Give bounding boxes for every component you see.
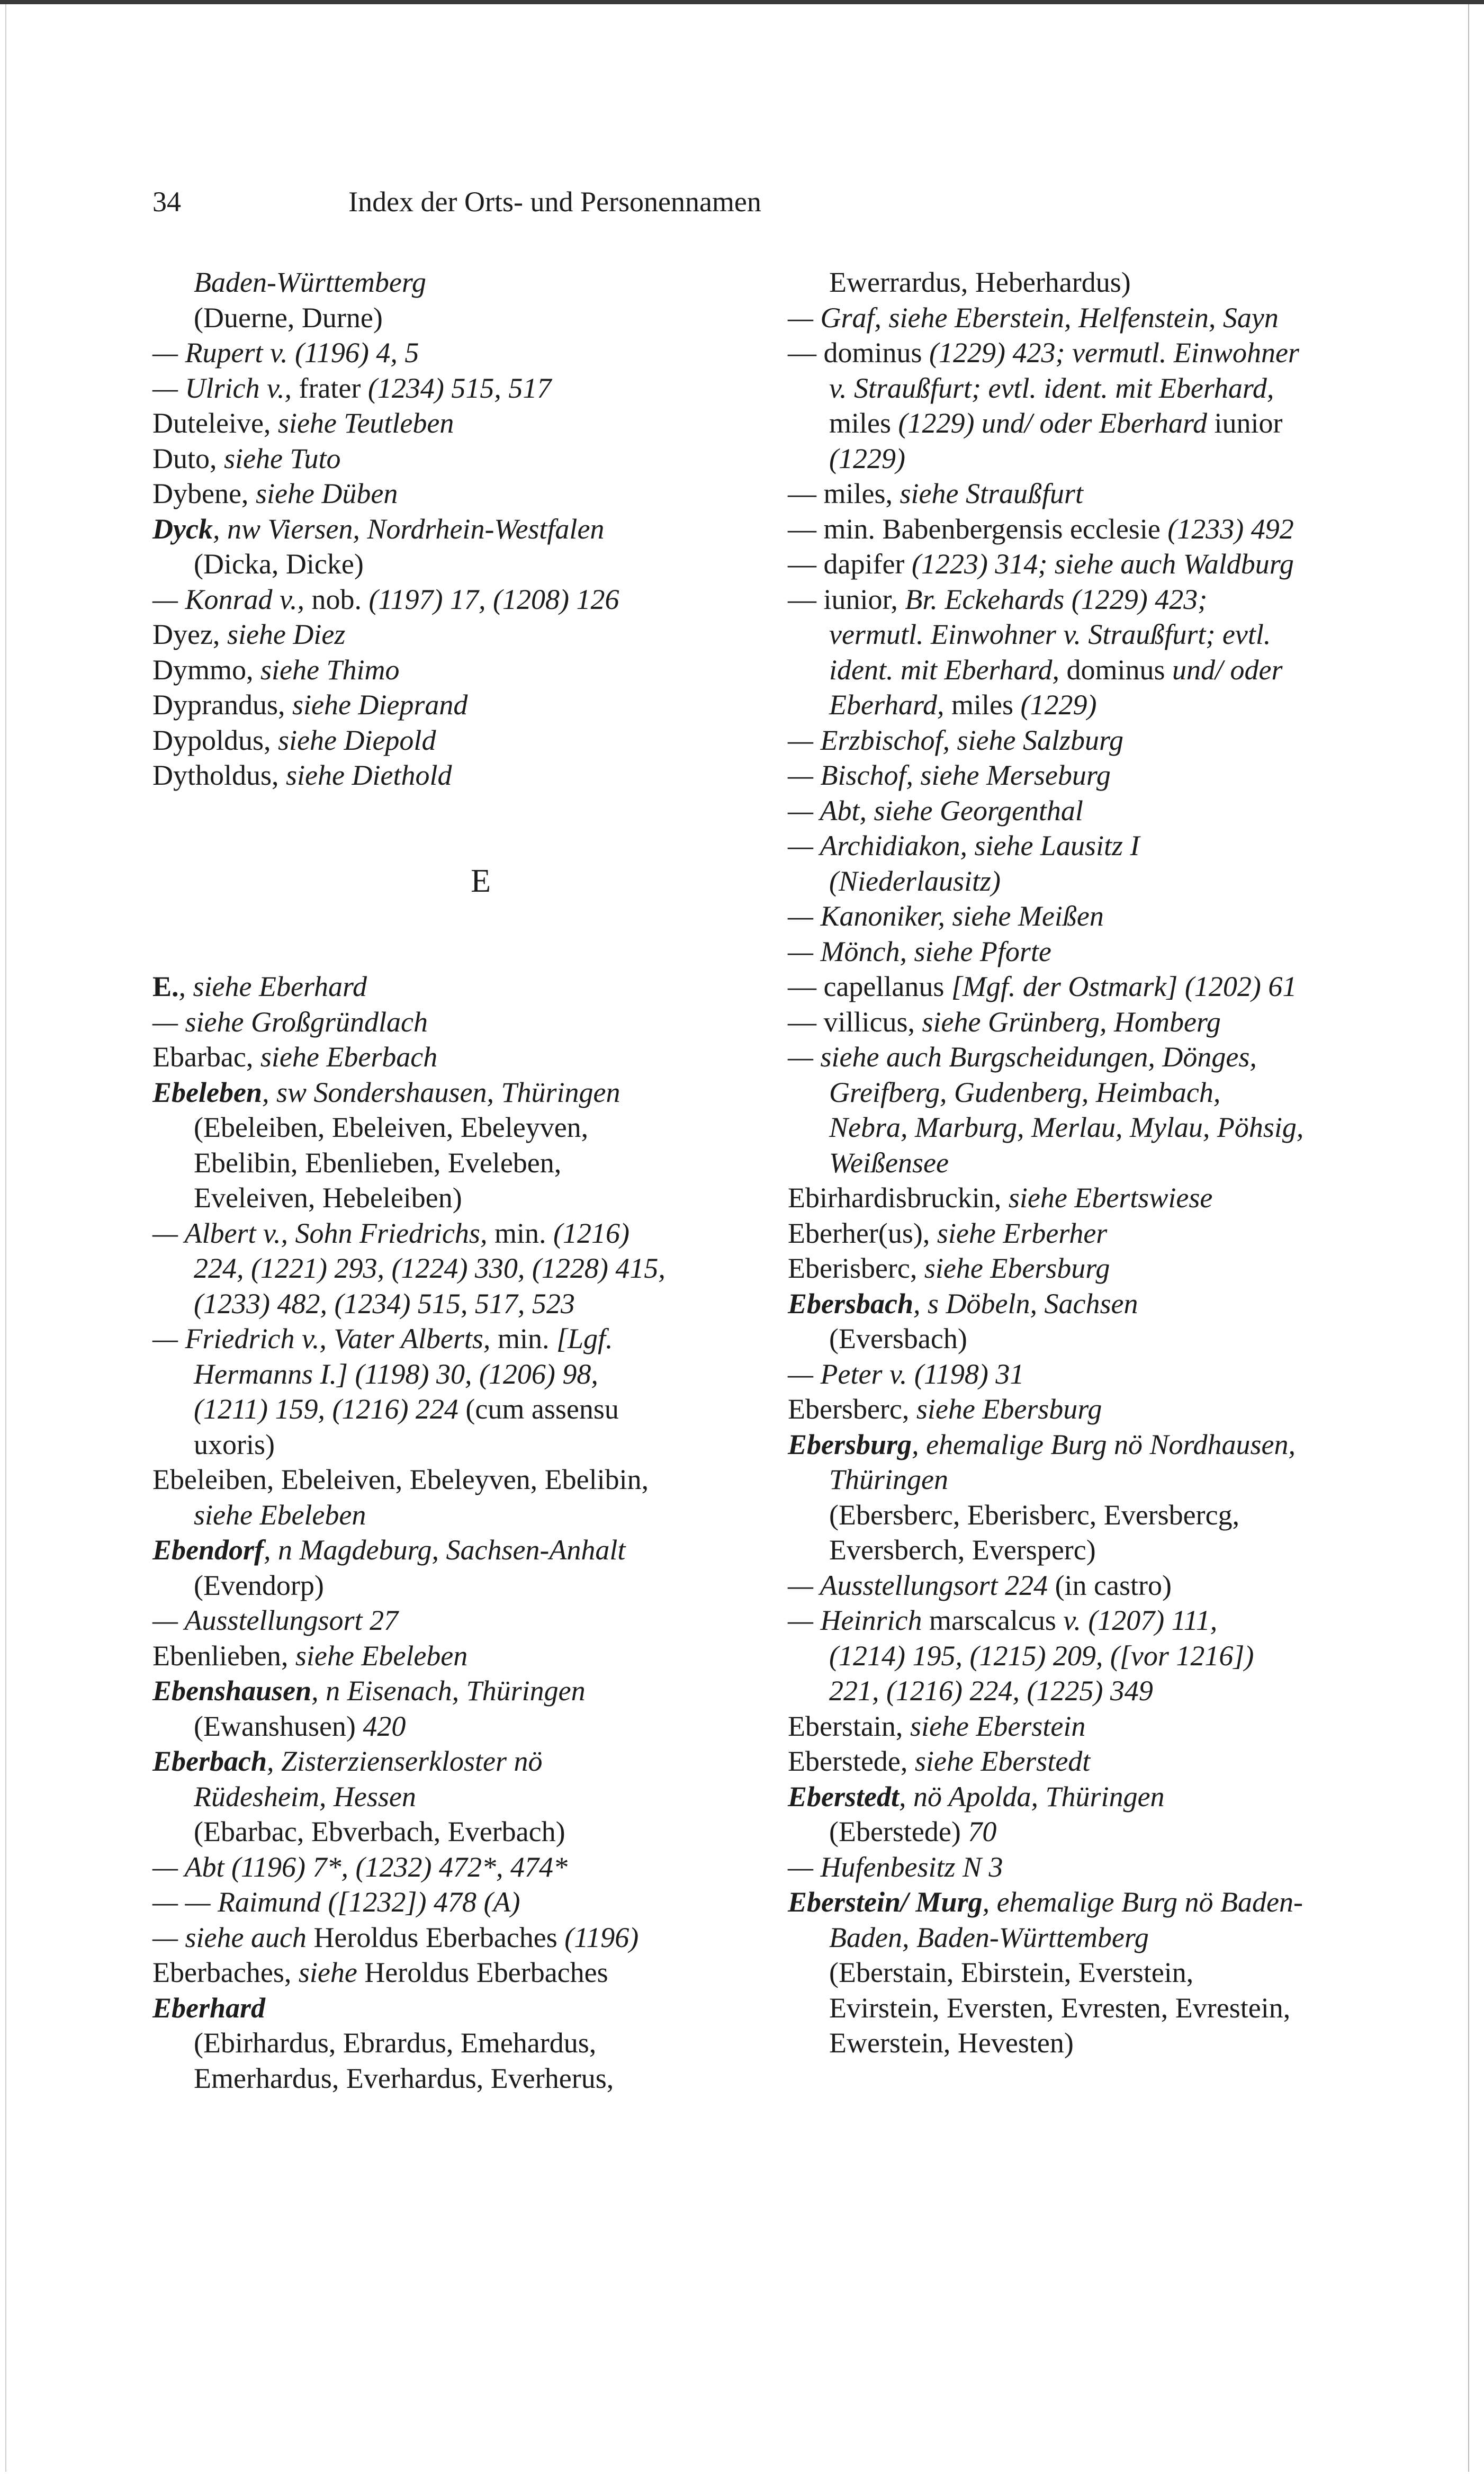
index-entry: — min. Babenbergensis ecclesie (1233) 492 <box>788 513 1294 545</box>
index-entry: (1214) 195, (1215) 209, ([vor 1216]) <box>829 1639 1254 1672</box>
index-entry: — iunior, Br. Eckehards (1229) 423; <box>788 583 1208 615</box>
index-entry: Eberhard, miles (1229) <box>829 689 1097 721</box>
index-entry: Dybene, siehe Düben <box>152 478 398 509</box>
index-entry: Eberbaches, siehe Heroldus Eberbaches <box>152 1957 608 1988</box>
index-entry: (Eversbach) <box>829 1323 967 1354</box>
index-entry: Eberstedt, nö Apolda, Thüringen <box>788 1780 1165 1813</box>
index-entry: (Duerne, Durne) <box>194 301 383 334</box>
index-entry: — Archidiakon, siehe Lausitz I <box>788 830 1140 862</box>
index-entry: (Ewanshusen) 420 <box>194 1710 406 1742</box>
index-entry: Dymmo, siehe Thimo <box>152 653 400 686</box>
scan-edge-top <box>0 0 1484 4</box>
index-entry: — Ausstellungsort 27 <box>152 1604 399 1636</box>
index-entry: Ebendorf, n Magdeburg, Sachsen-Anhalt <box>152 1534 626 1566</box>
section-letter: E <box>471 863 491 899</box>
index-entry: (1229) <box>829 442 905 474</box>
index-entry: — villicus, siehe Grünberg, Homberg <box>788 1006 1221 1038</box>
index-entry: Ebersberc, siehe Ebersburg <box>788 1393 1102 1425</box>
index-entry: Ebeleiben, Ebeleiven, Ebeleyven, Ebelibin, <box>152 1464 649 1495</box>
index-entry: Ebenlieben, siehe Ebeleben <box>152 1639 468 1672</box>
index-entry: (Eberstain, Ebirstein, Everstein, <box>829 1957 1194 1988</box>
index-entry: — dapifer (1223) 314; siehe auch Waldburg <box>788 548 1294 580</box>
index-entry: ident. mit Eberhard, dominus und/ oder <box>829 653 1283 686</box>
index-entry: — Erzbischof, siehe Salzburg <box>788 724 1123 756</box>
index-entry: Ewerstein, Hevesten) <box>829 2027 1074 2059</box>
index-entry: Ebersbach, s Döbeln, Sachsen <box>788 1287 1138 1320</box>
index-entry: — — Raimund ([1232]) 478 (A) <box>152 1886 520 1918</box>
index-entry: Greifberg, Gudenberg, Heimbach, <box>829 1076 1221 1108</box>
index-column-right <box>788 265 1455 2061</box>
index-entry: Eberisberc, siehe Ebersburg <box>788 1252 1110 1284</box>
index-entry: (Eberstede) 70 <box>829 1816 997 1847</box>
index-entry: Dyez, siehe Diez <box>152 618 346 650</box>
index-entry: — Rupert v. (1196) 4, 5 <box>152 337 419 369</box>
index-entry: Evirstein, Eversten, Evresten, Evrestein, <box>829 1991 1291 2024</box>
index-entry: Dypoldus, siehe Diepold <box>152 724 436 756</box>
index-entry: — Konrad v., nob. (1197) 17, (1208) 126 <box>152 583 619 615</box>
index-entry: Weißensee <box>829 1146 949 1179</box>
index-entry: Eberstain, siehe Eberstein <box>788 1710 1086 1742</box>
index-entry: miles (1229) und/ oder Eberhard iunior <box>829 407 1283 439</box>
index-entry: (1233) 482, (1234) 515, 517, 523 <box>194 1287 575 1320</box>
index-entry: Duto, siehe Tuto <box>152 442 341 474</box>
index-entry: (Ebarbac, Ebverbach, Everbach) <box>194 1816 565 1847</box>
index-entry: Eversberch, Eversperc) <box>829 1534 1096 1566</box>
index-entry: — miles, siehe Straußfurt <box>788 478 1083 509</box>
index-entry: — Mönch, siehe Pforte <box>788 935 1051 967</box>
index-entry: Eberher(us), siehe Erberher <box>788 1217 1108 1249</box>
index-entry: — siehe auch Burgscheidungen, Dönges, <box>788 1041 1257 1073</box>
index-entry: Ewerrardus, Heberhardus) <box>829 266 1131 298</box>
index-entry: — Friedrich v., Vater Alberts, min. [Lgf. <box>152 1323 613 1354</box>
index-entry: siehe Ebeleben <box>194 1499 366 1531</box>
index-entry: Duteleive, siehe Teutleben <box>152 407 454 439</box>
index-entry: Dyprandus, siehe Dieprand <box>152 689 468 721</box>
index-entry: Eberstede, siehe Eberstedt <box>788 1745 1091 1777</box>
index-entry: — Kanoniker, siehe Meißen <box>788 900 1104 932</box>
index-entry: Ebenshausen, n Eisenach, Thüringen <box>152 1675 586 1707</box>
index-entry: — Abt, siehe Georgenthal <box>788 794 1083 827</box>
scan-edge-right <box>1468 4 1469 2472</box>
index-entry: — Hufenbesitz N 3 <box>788 1851 1003 1883</box>
index-entry: Ebersburg, ehemalige Burg nö Nordhausen, <box>788 1428 1296 1460</box>
index-entry: Dytholdus, siehe Diethold <box>152 759 452 791</box>
index-entry: uxoris) <box>194 1428 275 1460</box>
index-entry: Rüdesheim, Hessen <box>194 1780 416 1813</box>
index-entry: Baden, Baden-Württemberg <box>829 1921 1149 1953</box>
index-entry: Ebirhardisbruckin, siehe Ebertswiese <box>788 1182 1213 1214</box>
index-entry: v. Straußfurt; evtl. ident. mit Eberhard, <box>829 372 1274 404</box>
index-entry: Baden-Württemberg <box>194 266 426 298</box>
index-entry: — siehe Großgründlach <box>152 1006 428 1038</box>
index-entry: Nebra, Marburg, Merlau, Mylau, Pöhsig, <box>829 1111 1304 1143</box>
index-entry: — Heinrich marscalcus v. (1207) 111, <box>788 1604 1218 1636</box>
page-number: 34 <box>152 186 181 218</box>
page-header <box>152 185 957 222</box>
index-entry: — Peter v. (1198) 31 <box>788 1358 1024 1390</box>
index-entry: (Dicka, Dicke) <box>194 548 364 580</box>
index-entry: — Graf, siehe Eberstein, Helfenstein, Sayn <box>788 301 1279 334</box>
index-entry: (Ebersberc, Eberisberc, Eversbercg, <box>829 1499 1240 1531</box>
index-column-left <box>152 265 809 2096</box>
index-entry: (Evendorp) <box>194 1569 324 1601</box>
index-entry: vermutl. Einwohner v. Straußfurt; evtl. <box>829 618 1271 650</box>
index-entry: Eberbach, Zisterzienserkloster nö <box>152 1745 543 1777</box>
index-entry: 224, (1221) 293, (1224) 330, (1228) 415, <box>194 1252 665 1284</box>
index-entry: — Bischof, siehe Merseburg <box>788 759 1111 791</box>
index-entry: — Albert v., Sohn Friedrichs, min. (1216) <box>152 1217 629 1249</box>
index-entry: Dyck, nw Viersen, Nordrhein-Westfalen <box>152 513 605 545</box>
running-title: Index der Orts- und Personennamen <box>348 186 761 218</box>
index-entry: (1211) 159, (1216) 224 (cum assensu <box>194 1393 619 1425</box>
index-entry: — Abt (1196) 7*, (1232) 472*, 474* <box>152 1851 568 1883</box>
index-entry: (Ebirhardus, Ebrardus, Emehardus, <box>194 2027 597 2059</box>
index-entry: Eberstein/ Murg, ehemalige Burg nö Baden- <box>788 1886 1303 1918</box>
scan-edge-left <box>5 4 6 2472</box>
index-entry: Ebarbac, siehe Eberbach <box>152 1041 438 1073</box>
index-entry: — capellanus [Mgf. der Ostmark] (1202) 61 <box>788 971 1297 1002</box>
index-entry: 221, (1216) 224, (1225) 349 <box>829 1675 1153 1707</box>
index-entry: Ebelibin, Ebenlieben, Eveleben, <box>194 1146 562 1179</box>
index-entry: (Ebeleiben, Ebeleiven, Ebeleyven, <box>194 1111 589 1143</box>
index-entry: — siehe auch Heroldus Eberbaches (1196) <box>152 1921 639 1953</box>
index-entry: E., siehe Eberhard <box>152 971 367 1002</box>
index-entry: — dominus (1229) 423; vermutl. Einwohner <box>788 337 1299 369</box>
index-entry: (Niederlausitz) <box>829 865 1001 897</box>
index-entry: Thüringen <box>829 1464 949 1495</box>
index-entry: — Ausstellungsort 224 (in castro) <box>788 1569 1172 1601</box>
index-entry: Eberhard <box>152 1991 266 2024</box>
index-entry: Eveleiven, Hebeleiben) <box>194 1182 462 1214</box>
index-entry: Hermanns I.] (1198) 30, (1206) 98, <box>194 1358 598 1390</box>
index-entry: Ebeleben, sw Sondershausen, Thüringen <box>152 1076 620 1108</box>
index-entry: — Ulrich v., frater (1234) 515, 517 <box>152 372 552 404</box>
index-entry: Emerhardus, Everhardus, Everherus, <box>194 2062 614 2094</box>
